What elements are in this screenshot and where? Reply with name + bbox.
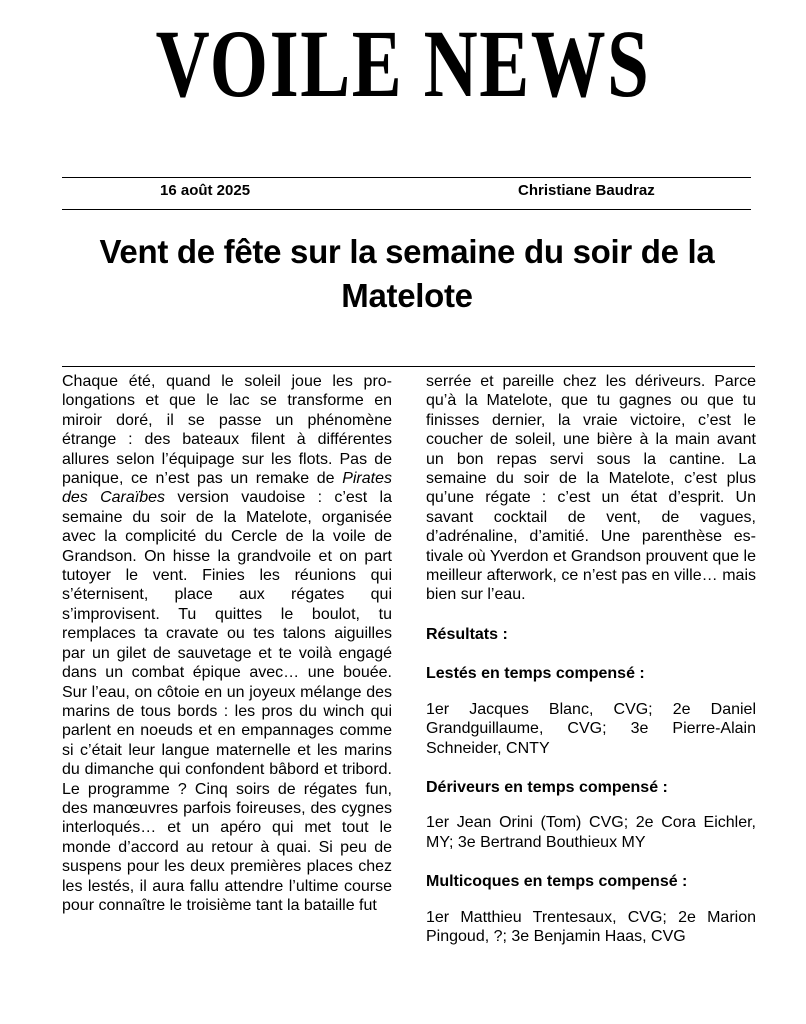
- body-rule: [62, 366, 755, 367]
- article-column-2: [426, 372, 756, 946]
- italic-title: Pirates des Caraïbes: [62, 470, 392, 507]
- category-results-multicoques: 1er Matthieu Trentesaux, CVG; 2e Marion Pingoud, ?; 3e Benjamin Haas, CVG: [426, 908, 756, 945]
- results-heading: Résultats :: [426, 625, 508, 643]
- category-title-multicoques: Multicoques en temps compensé :: [426, 873, 688, 891]
- category-title-deriveurs: Dériveurs en temps compensé :: [426, 778, 668, 796]
- article-column-1: [62, 372, 392, 915]
- top-rule: [62, 177, 751, 178]
- article-paragraph: [62, 372, 392, 915]
- paragraph-text-end: version vaudoise : c’est la semaine du soir de la Matelote, organisée avec la complicité du Cercle de la voile de Grandson. On hisse la grandvoile et on part tutoyer le vent. Finies les réunions qui s’éternisent, place aux régates qui s’improvisent. Tu quittes le boulot, tu remplaces ta cravate ou tes talons aiguilles par un gilet de sauvetage et te voilà engagé dans un combat épique avec… une bouée. Sur l’eau, on côtoie en un joyeux mélange des marins de tous bords : les pros du winch qui parlent en noeuds et en empannages comme si c’était leur langue maternelle et les marins du dimanche qui confondent bâbord et tribord. Le programme ? Cinq soirs de régates fun, des manœuvres parfois foireuses, des cygnes interloqués… et un apéro qui met tout le monde d’accord au retour à quai. Si peu de suspens pour les deux premières places chez les lestés, il aura fallu attendre l’ultime course pour connaître le troisième tant la bataille fut: [62, 489, 392, 914]
- publication-date: 16 août 2025: [160, 182, 251, 199]
- byline-rule: [62, 209, 751, 210]
- category-results-lestes: 1er Jacques Blanc, CVG; 2e Daniel Grandguillaume, CVG; 3e Pierre-Alain Schneider, CNTY: [426, 700, 756, 757]
- article-paragraph-continued: serrée et pareille chez les dériveurs. Parce qu’à la Matelote, que tu gagnes ou que tu finisses dernier, la vraie victoire, c’est le coucher de soleil, une bière à la main avant un bon repas servi sous la cantine. La semaine du soir de la Matelote, c’est plus qu’une régate : c’est un état d’esprit. Un savant cocktail de vent, de vagues, d’adrénaline, d’amitié. Une parenthèse estivale où Yverdon et Grandson prouvent que le meilleur afterwork, ce n’est pas en ville… mais bien sur l’eau.: [426, 373, 756, 604]
- article-headline: Vent de fête sur la semaine du soir de la Matelote: [99, 233, 715, 314]
- masthead-title: VOILE NEWS: [155, 10, 651, 117]
- author-name: Christiane Baudraz: [518, 182, 655, 199]
- category-title-lestes: Lestés en temps compensé :: [426, 665, 645, 683]
- category-results-deriveurs: 1er Jean Orini (Tom) CVG; 2e Cora Eichler, MY; 3e Bertrand Bouthieux MY: [426, 814, 756, 851]
- paragraph-text-start: Chaque été, quand le soleil joue les prolongations et que le lac se transforme en miroir doré, il se passe un phénomène étrange : des bateaux filent à différentes allures selon l’équipage sur les flots. Pas de panique, ce n’est pas un remake de: [62, 373, 392, 488]
